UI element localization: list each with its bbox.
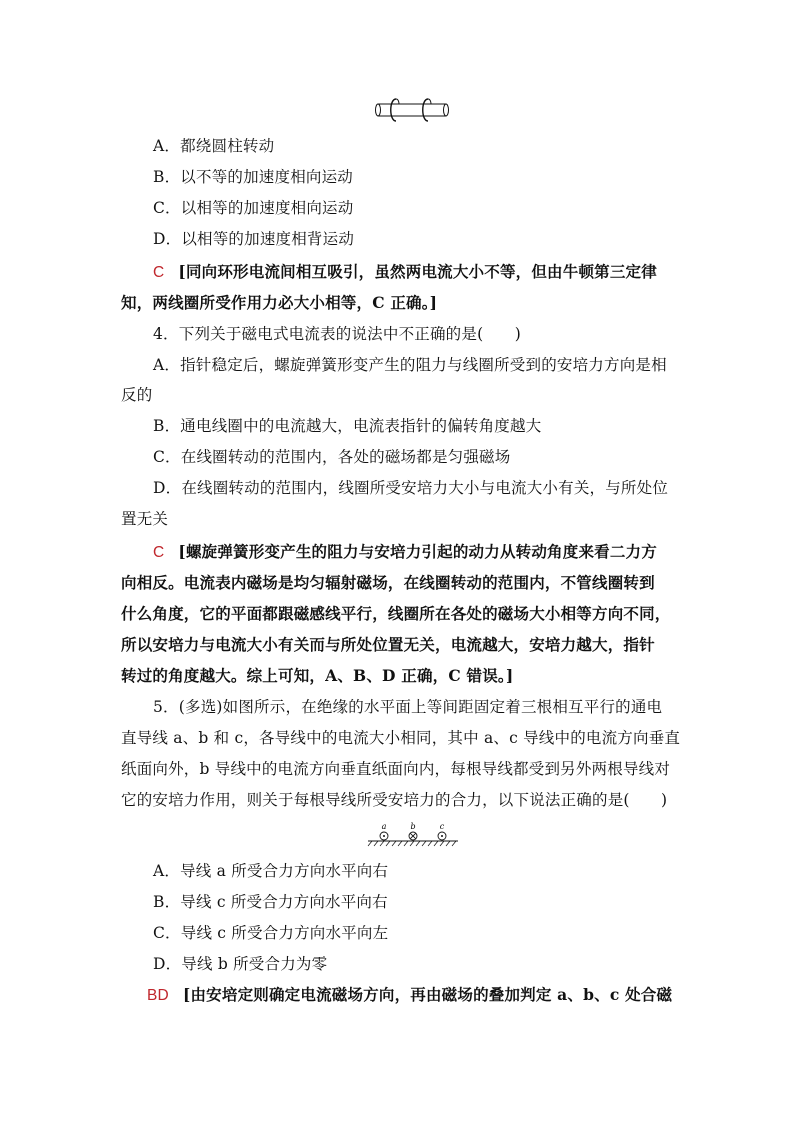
- wire-label-c: c: [439, 822, 445, 831]
- q5-option-b: B．导线 c 所受合力方向水平向右: [153, 893, 388, 911]
- q4-explanation-line-1: C [螺旋弹簧形变产生的阻力与安培力引起的动力从转动角度来看二力方: [153, 542, 657, 561]
- wire-label-b: b: [410, 822, 416, 831]
- q4-explanation-line-4: 所以安培力与电流大小有关而与所处位置无关，电流越大，安培力越大，指针: [121, 635, 655, 654]
- q4-explanation-line-5: 转过的角度越大。综上可知，A、B、D 正确，C 错误。]: [121, 666, 514, 685]
- q4-stem: 4．下列关于磁电式电流表的说法中不正确的是( ): [153, 325, 521, 343]
- q5-explanation-line-1: BD [由安培定则确定电流磁场方向，再由磁场的叠加判定 a、b、c 处合磁: [147, 985, 673, 1004]
- q3-option-c: C．以相等的加速度相向运动: [153, 199, 354, 217]
- q5-option-d: D．导线 b 所受合力为零: [153, 955, 328, 973]
- q4-explanation-line-2: 向相反。电流表内磁场是均匀辐射磁场，在线圈转动的范围内，不管线圈转到: [121, 573, 655, 592]
- q5-option-c: C．导线 c 所受合力方向水平向左: [153, 924, 389, 942]
- q4-option-a-line-2: 反的: [121, 386, 153, 404]
- q3-explanation-line-1: C [同向环形电流间相互吸引，虽然两电流大小不等，但由牛顿第三定律: [153, 262, 657, 281]
- q3-explanation-line-2: 知，两线圈所受作用力必大小相等，C 正确。]: [121, 293, 438, 312]
- wire-label-a: a: [381, 822, 387, 831]
- three-wires-figure: [366, 820, 460, 850]
- q4-answer-letter: C: [153, 544, 165, 561]
- q4-option-a-line-1: A．指针稳定后，螺旋弹簧形变产生的阻力与线圈所受到的安培力方向是相: [153, 356, 667, 374]
- q4-option-d-line-2: 置无关: [121, 510, 169, 528]
- q3-option-d: D．以相等的加速度相背运动: [153, 230, 355, 248]
- q4-explanation-line-3: 什么角度，它的平面都跟磁感线平行，线圈所在各处的磁场大小相等方向不同，: [121, 604, 671, 623]
- coils-on-cylinder-figure: [372, 97, 452, 123]
- q4-option-d-line-1: D．在线圈转动的范围内，线圈所受安培力大小与电流大小有关，与所处位: [153, 479, 669, 497]
- q5-stem-line-2: 直导线 a、b 和 c，各导线中的电流大小相同，其中 a、c 导线中的电流方向垂直: [121, 729, 681, 747]
- q3-option-a: A．都绕圆柱转动: [153, 137, 275, 155]
- q4-option-b: B．通电线圈中的电流越大，电流表指针的偏转角度越大: [153, 417, 542, 435]
- q4-option-c: C．在线圈转动的范围内，各处的磁场都是匀强磁场: [153, 448, 511, 466]
- q3-option-b: B．以不等的加速度相向运动: [153, 168, 353, 186]
- q5-answer-letter: BD: [147, 987, 169, 1004]
- q5-stem-line-3: 纸面向外，b 导线中的电流方向垂直纸面向内，每根导线都受到另外两根导线对: [121, 760, 671, 778]
- q3-answer-letter: C: [153, 264, 165, 281]
- q5-stem-line-1: 5．(多选)如图所示，在绝缘的水平面上等间距固定着三根相互平行的通电: [153, 698, 663, 716]
- q5-stem-line-4: 它的安培力作用，则关于每根导线所受安培力的合力，以下说法正确的是( ): [121, 791, 668, 809]
- q5-option-a: A．导线 a 所受合力方向水平向右: [153, 862, 389, 880]
